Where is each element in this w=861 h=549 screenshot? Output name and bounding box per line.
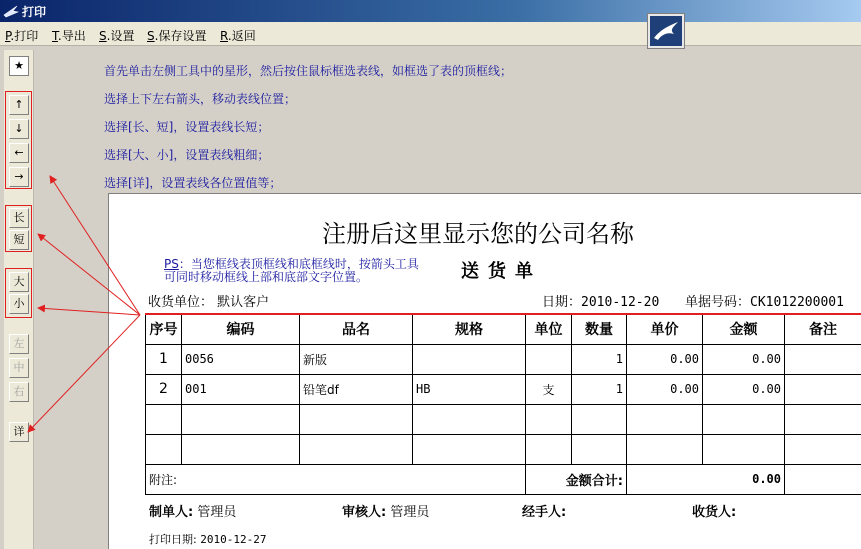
- customer-field: [148, 291, 269, 310]
- document-title: 送货单: [461, 261, 542, 282]
- total-value: 0.00: [627, 464, 785, 494]
- column-header: 单位: [526, 314, 572, 344]
- column-header: 规格: [413, 314, 526, 344]
- ps-note: [164, 258, 419, 284]
- ps-note-line1: ：当您框线表顶框线和底框线时，按箭头工具: [178, 257, 419, 271]
- amount-cell: 0.00: [703, 344, 785, 374]
- column-header: 备注: [785, 314, 861, 344]
- move-left-button[interactable]: ←: [9, 143, 29, 163]
- unit-cell: 支: [526, 374, 572, 404]
- qty-cell: 1: [572, 374, 627, 404]
- price-cell: 0.00: [627, 374, 703, 404]
- spec-cell: [413, 344, 526, 374]
- print-date-field: [149, 531, 266, 547]
- date-label: 日期：: [542, 295, 582, 310]
- column-header: 序号: [146, 314, 182, 344]
- name-cell: 新版: [300, 344, 413, 374]
- instruction-line: 选择[详]，设置表线各位置值等；: [104, 176, 282, 190]
- menu-return[interactable]: R.返回: [220, 29, 256, 43]
- customer-value: 默认客户: [217, 295, 270, 310]
- bird-logo-icon: [648, 14, 684, 48]
- date-value: 2010-12-20: [581, 295, 660, 310]
- table-footer-row: [146, 464, 861, 494]
- ps-tag: PS: [164, 257, 179, 271]
- printer-app-icon: [3, 3, 19, 19]
- column-header: 数量: [572, 314, 627, 344]
- column-header: 单价: [627, 314, 703, 344]
- table-header-row: [146, 314, 861, 344]
- move-up-button[interactable]: ↑: [9, 95, 29, 115]
- docno-value: CK1012200001: [750, 295, 844, 310]
- ps-note-line2: 可同时移动框线上部和底部文字位置。: [164, 270, 369, 284]
- company-name: 注册后这里显示您的公司名称: [322, 220, 634, 248]
- align-center-button[interactable]: 中: [9, 358, 29, 378]
- seq-cell: 2: [146, 374, 182, 404]
- handler-label: 经手人:: [522, 505, 567, 520]
- menu-settings[interactable]: S.设置: [99, 29, 135, 43]
- docno-field: [685, 291, 844, 310]
- thinner-button[interactable]: 小: [9, 294, 29, 314]
- name-cell: 铅笔df: [300, 374, 413, 404]
- print-date-label: 打印日期:: [149, 533, 197, 546]
- receiver-label: 收货人:: [692, 505, 737, 520]
- shorter-button[interactable]: 短: [9, 230, 29, 250]
- move-right-button[interactable]: →: [9, 167, 29, 187]
- instruction-line: 选择[长、短]，设置表线长短；: [104, 120, 270, 134]
- align-left-button[interactable]: 左: [9, 334, 29, 354]
- menu-export[interactable]: T.导出: [52, 29, 86, 43]
- note-cell: [785, 344, 861, 374]
- window-title: 打印: [22, 5, 47, 19]
- note-cell: [785, 374, 861, 404]
- star-select-icon[interactable]: ★: [9, 56, 29, 76]
- checker-label: 审核人:: [342, 505, 387, 520]
- footer-note-label: 附注:: [146, 464, 526, 494]
- column-header: 金额: [703, 314, 785, 344]
- maker-value: 管理员: [197, 505, 237, 520]
- amount-cell: 0.00: [703, 374, 785, 404]
- checker-value: 管理员: [390, 505, 430, 520]
- thicker-button[interactable]: 大: [9, 272, 29, 292]
- line-tool-panel: [4, 50, 34, 549]
- qty-cell: 1: [572, 344, 627, 374]
- maker-label: 制单人:: [149, 505, 194, 520]
- handler-field: [522, 501, 566, 520]
- unit-cell: [526, 344, 572, 374]
- total-label: 金额合计:: [526, 464, 627, 494]
- spec-cell: HB: [413, 374, 526, 404]
- docno-label: 单据号码：: [685, 295, 751, 310]
- customer-label: 收货单位：: [148, 295, 214, 310]
- checker-field: [342, 501, 429, 520]
- menu-save-settings[interactable]: S.保存设置: [147, 29, 207, 43]
- table-row[interactable]: [146, 344, 861, 374]
- table-row[interactable]: [146, 404, 861, 434]
- align-right-button[interactable]: 右: [9, 382, 29, 402]
- seq-cell: 1: [146, 344, 182, 374]
- title-bar: [0, 0, 861, 22]
- table-row[interactable]: [146, 434, 861, 464]
- instruction-line: 选择上下左右箭头，移动表线位置；: [104, 92, 297, 106]
- column-header: 编码: [182, 314, 300, 344]
- table-row[interactable]: [146, 374, 861, 404]
- menu-bar: [0, 22, 861, 46]
- maker-field: [149, 501, 236, 520]
- items-table[interactable]: [145, 313, 861, 495]
- instruction-line: 选择[大、小]，设置表线粗细；: [104, 148, 270, 162]
- price-cell: 0.00: [627, 344, 703, 374]
- menu-print[interactable]: P.打印: [5, 29, 39, 43]
- longer-button[interactable]: 长: [9, 208, 29, 228]
- code-cell: 001: [182, 374, 300, 404]
- receiver-field: [692, 501, 736, 520]
- print-date-value: 2010-12-27: [200, 533, 267, 546]
- code-cell: 0056: [182, 344, 300, 374]
- move-down-button[interactable]: ↓: [9, 119, 29, 139]
- date-field: [542, 291, 659, 310]
- column-header: 品名: [300, 314, 413, 344]
- detail-button[interactable]: 详: [9, 422, 29, 442]
- instruction-line: 首先单击左侧工具中的星形，然后按住鼠标框选表线，如框选了表的顶框线；: [104, 64, 513, 78]
- print-preview-page: [108, 193, 861, 549]
